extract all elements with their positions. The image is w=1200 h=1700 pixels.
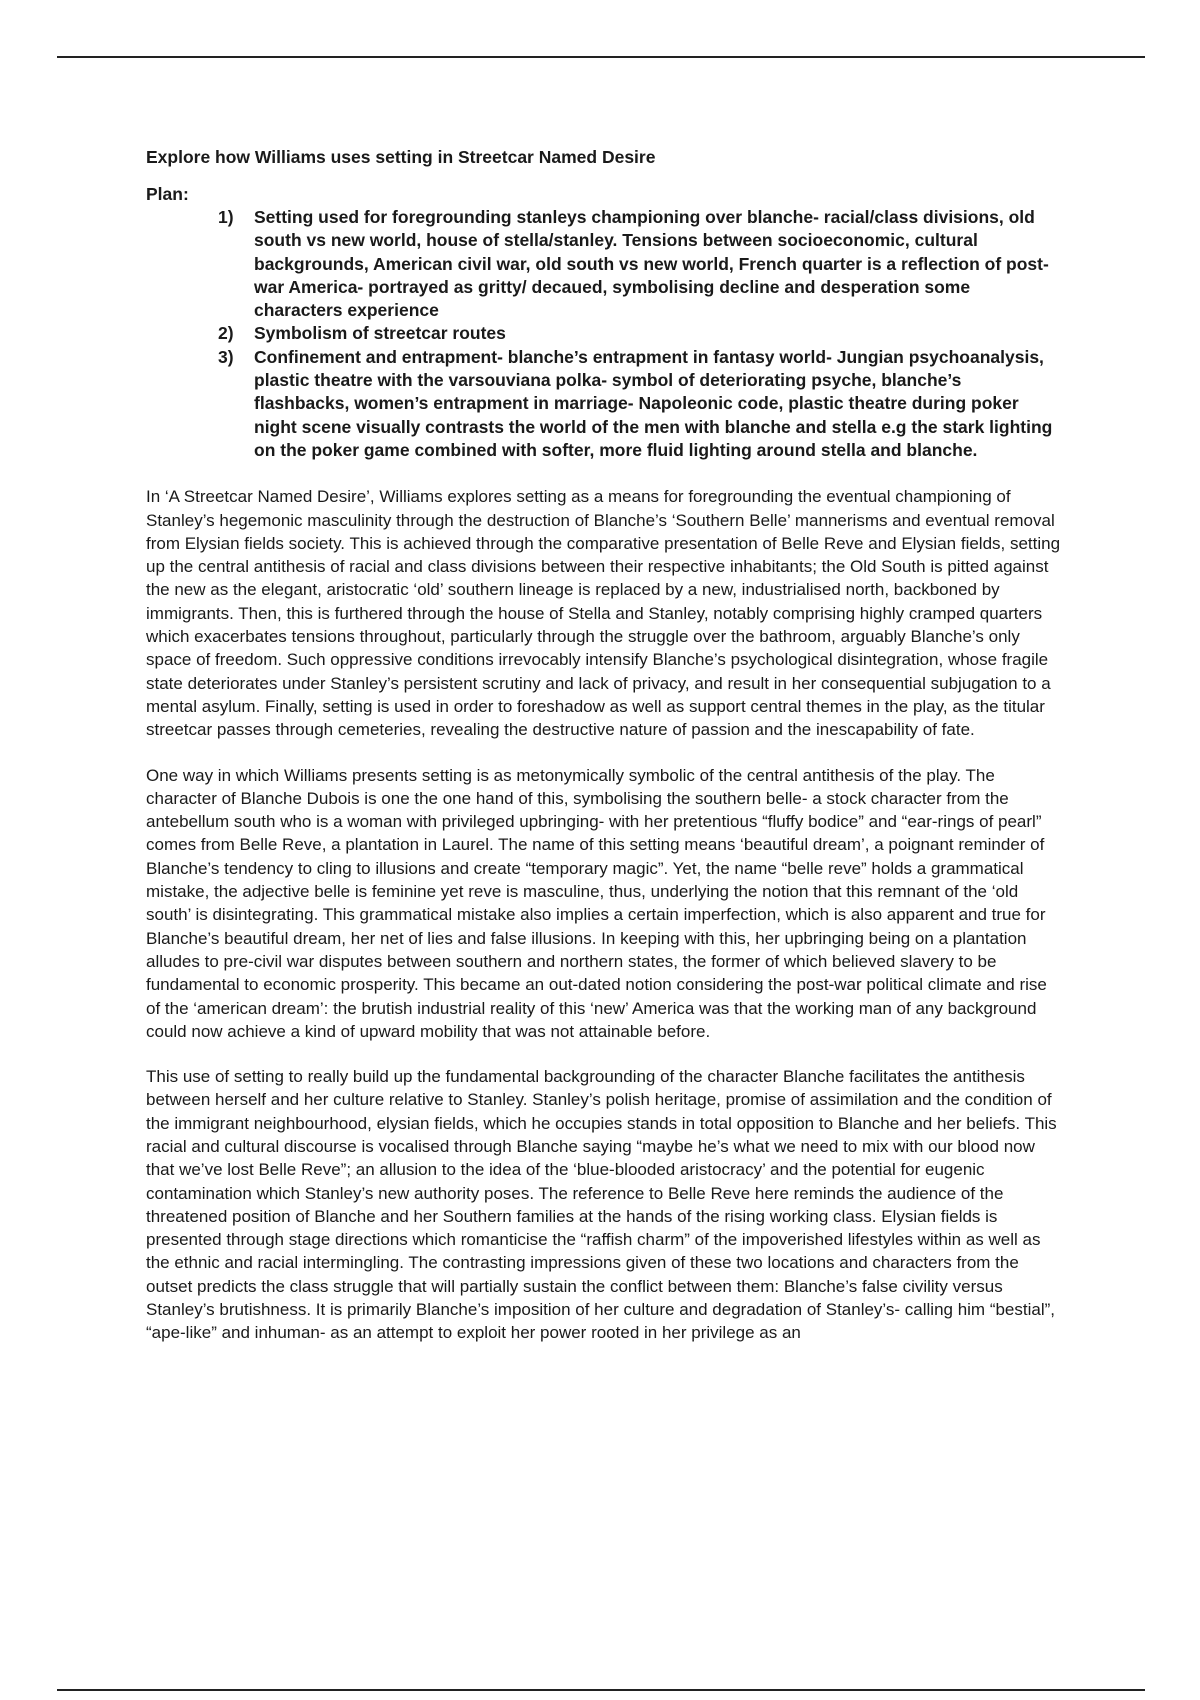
plan-item-text: Setting used for foregrounding stanleys championing over blanche- racial/class divisions, old south vs new world, house of stella/stanley. Tensions between socioeconomic, cultural backgrounds, American civil war, old south vs new world, French quarter is a reflection of post-war America- portrayed as gritty/ decaued, symbolising decline and desperation some characters experience xyxy=(254,207,1049,321)
essay-title: Explore how Williams uses setting in Streetcar Named Desire xyxy=(146,147,656,167)
plan-list xyxy=(146,206,1061,462)
plan-item xyxy=(218,346,1061,462)
essay-paragraph: One way in which Williams presents setting is as metonymically symbolic of the central antithesis of the play. The character of Blanche Dubois is one the one hand of this, symbolising the southern belle- a stock character from the antebellum south who is a woman with privileged upbringing- with her pretentious “fluffy bodice” and “ear-rings of pearl” comes from Belle Reve, a plantation in Laurel. The name of this setting means ‘beautiful dream’, a poignant reminder of Blanche’s tendency to cling to illusions and create “temporary magic”. Yet, the name “belle reve” holds a grammatical mistake, the adjective belle is feminine yet reve is masculine, thus, underlying the notion that this remnant of the ‘old south’ is disintegrating. This grammatical mistake also implies a certain imperfection, which is also apparent and true for Blanche’s beautiful dream, her net of lies and false illusions. In keeping with this, her upbringing being on a plantation alludes to pre-civil war disputes between southern and northern states, the former of which believed slavery to be fundamental to economic prosperity. This became an out-dated notion considering the post-war political climate and rise of the ‘american dream’: the brutish industrial reality of this ‘new’ America was that the working man of any background could now achieve a kind of upward mobility that was not attainable before. xyxy=(146,765,1047,1041)
bottom-divider xyxy=(57,1689,1145,1691)
plan-item xyxy=(218,322,1061,345)
plan-item-number: 3) xyxy=(218,346,234,367)
essay-paragraph: This use of setting to really build up the fundamental backgrounding of the character Blanche facilitates the antithesis between herself and her culture relative to Stanley. Stanley’s polish heritage, promise of assimilation and the condition of the immigrant neighbourhood, elysian fields, which he occupies stands in total opposition to Blanche and her beliefs. This racial and cultural discourse is vocalised through Blanche saying “maybe he’s what we need to mix with our blood now that we’ve lost Belle Reve”; an allusion to the idea of the ‘blue-blooded aristocracy’ and the potential for eugenic contamination which Stanley’s new authority poses. The reference to Belle Reve here reminds the audience of the threatened position of Blanche and her Southern families at the hands of the rising working class. Elysian fields is presented through stage directions which romanticise the “raffish charm” of the impoverished lifestyles within as well as the ethnic and racial intermingling. The contrasting impressions given of these two locations and characters from the outset predicts the class struggle that will partially sustain the conflict between them: Blanche’s false civility versus Stanley’s brutishness. It is primarily Blanche’s imposition of her culture and degradation of Stanley’s- calling him “bestial”, “ape-like” and inhuman- as an attempt to exploit her power rooted in her privilege as an xyxy=(146,1067,1057,1343)
plan-item-number: 1) xyxy=(218,207,234,227)
essay-page xyxy=(146,146,1061,1345)
top-divider xyxy=(57,56,1145,58)
plan-item-text: Confinement and entrapment- blanche’s entrapment in fantasy world- Jungian psychoanalysis, plastic theatre with the varsouviana polka- symbol of deteriorating psyche, blanche’s flashbacks, women’s entrapment in marriage- Napoleonic code, plastic theatre during poker night scene visually contrasts the world of the men with blanche and stella e.g the stark lighting on the poker game combined with softer, more fluid lighting around stella and blanche. xyxy=(254,346,1053,460)
plan-item-text: Symbolism of streetcar routes xyxy=(254,323,506,344)
plan-item xyxy=(218,206,1061,322)
plan-label: Plan: xyxy=(146,184,189,204)
essay-paragraph: In ‘A Streetcar Named Desire’, Williams explores setting as a means for foregrounding the eventual championing of Stanley’s hegemonic masculinity through the destruction of Blanche’s ‘Southern Belle’ mannerisms and eventual removal from Elysian fields society. This is achieved through the comparative presentation of Belle Reve and Elysian fields, setting up the central antithesis of racial and class divisions between their respective inhabitants; the Old South is pitted against the new as the elegant, aristocratic ‘old’ southern lineage is replaced by a new, industrialised north, backboned by immigrants. Then, this is furthered through the house of Stella and Stanley, notably comprising highly cramped quarters which exacerbates tensions throughout, particularly through the struggle over the bathroom, arguably Blanche’s only space of freedom. Such oppressive conditions irrevocably intensify Blanche’s psychological disintegration, whose fragile state deteriorates under Stanley’s persistent scrutiny and lack of privacy, and result in her consequential subjugation to a mental asylum. Finally, setting is used in order to foreshadow as well as support central themes in the play, as the titular streetcar passes through cemeteries, revealing the destructive nature of passion and the inescapability of fate. xyxy=(146,487,1061,740)
plan-item-number: 2) xyxy=(218,323,234,344)
